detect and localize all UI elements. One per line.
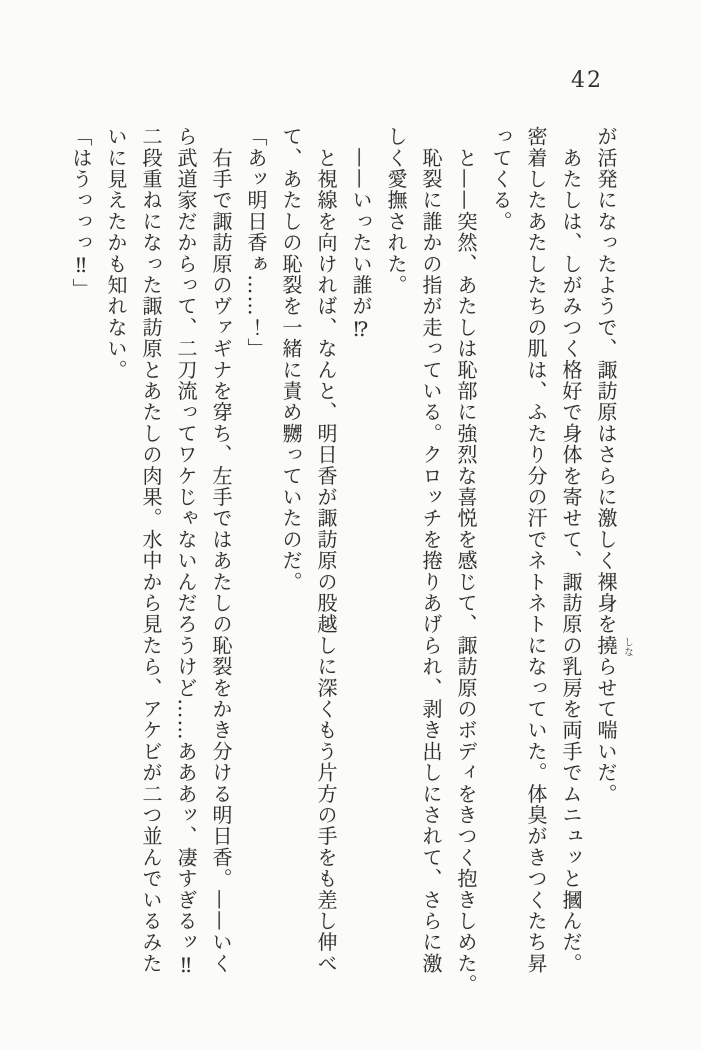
text-line: しく愛撫された。 bbox=[384, 126, 408, 296]
text-line: て、あたしの恥裂を一緒に責め嬲っていたのだ。 bbox=[279, 126, 303, 593]
text-line: 「あッ明日香ぁ……！」 bbox=[244, 126, 268, 360]
text-line: いに見えたかも知れない。 bbox=[104, 126, 128, 381]
text-line: 「はうっっっ‼」 bbox=[69, 126, 93, 300]
furigana-reading: しな bbox=[622, 636, 633, 657]
text-segment: が活発になったようで、諏訪原はさらに激しく裸身を bbox=[594, 126, 618, 635]
text-line: ——いったい誰が⁉ bbox=[349, 126, 373, 342]
text-line: ってくる。 bbox=[489, 126, 513, 232]
page-number: 42 bbox=[571, 68, 603, 93]
text-line bbox=[588, 126, 633, 1018]
text-line: と——突然、あたしは恥部に強烈な喜悦を感じて、諏訪原のボディをきつく抱きしめた。 bbox=[454, 126, 478, 996]
ruby-base: 撓 bbox=[594, 634, 618, 657]
text-line: あたしは、しがみつく格好で身体を寄せて、諏訪原の乳房を両手でムニュッと摑んだ。 bbox=[559, 126, 583, 974]
text-line: 恥裂に誰かの指が走っている。クロッチを捲りあげられ、剥き出しにされて、さらに激 bbox=[419, 126, 443, 974]
text-line: と視線を向ければ、なんと、明日香が諏訪原の股越しに深くもう片方の手をも差し伸べ bbox=[314, 126, 338, 974]
text-line: ら武道家だからって、二刀流ってワケじゃないんだろうけど……あああッ、凄すぎるッ‼ bbox=[174, 126, 198, 978]
text-line: 密着したあたしたちの肌は、ふたり分の汗でネトネトになっていた。体臭がきつくたち昇 bbox=[524, 126, 548, 974]
ruby-annotated-char bbox=[594, 634, 633, 657]
body-text bbox=[63, 126, 633, 1018]
text-line: 右手で諏訪原のヴァギナを穿ち、左手ではあたしの恥裂をかき分ける明日香。——いく bbox=[209, 126, 233, 974]
text-line: 二段重ねになった諏訪原とあたしの肉果。水中から見たら、アケビが二つ並んでいるみた bbox=[139, 126, 163, 974]
text-segment: らせて喘いだ。 bbox=[594, 656, 618, 805]
